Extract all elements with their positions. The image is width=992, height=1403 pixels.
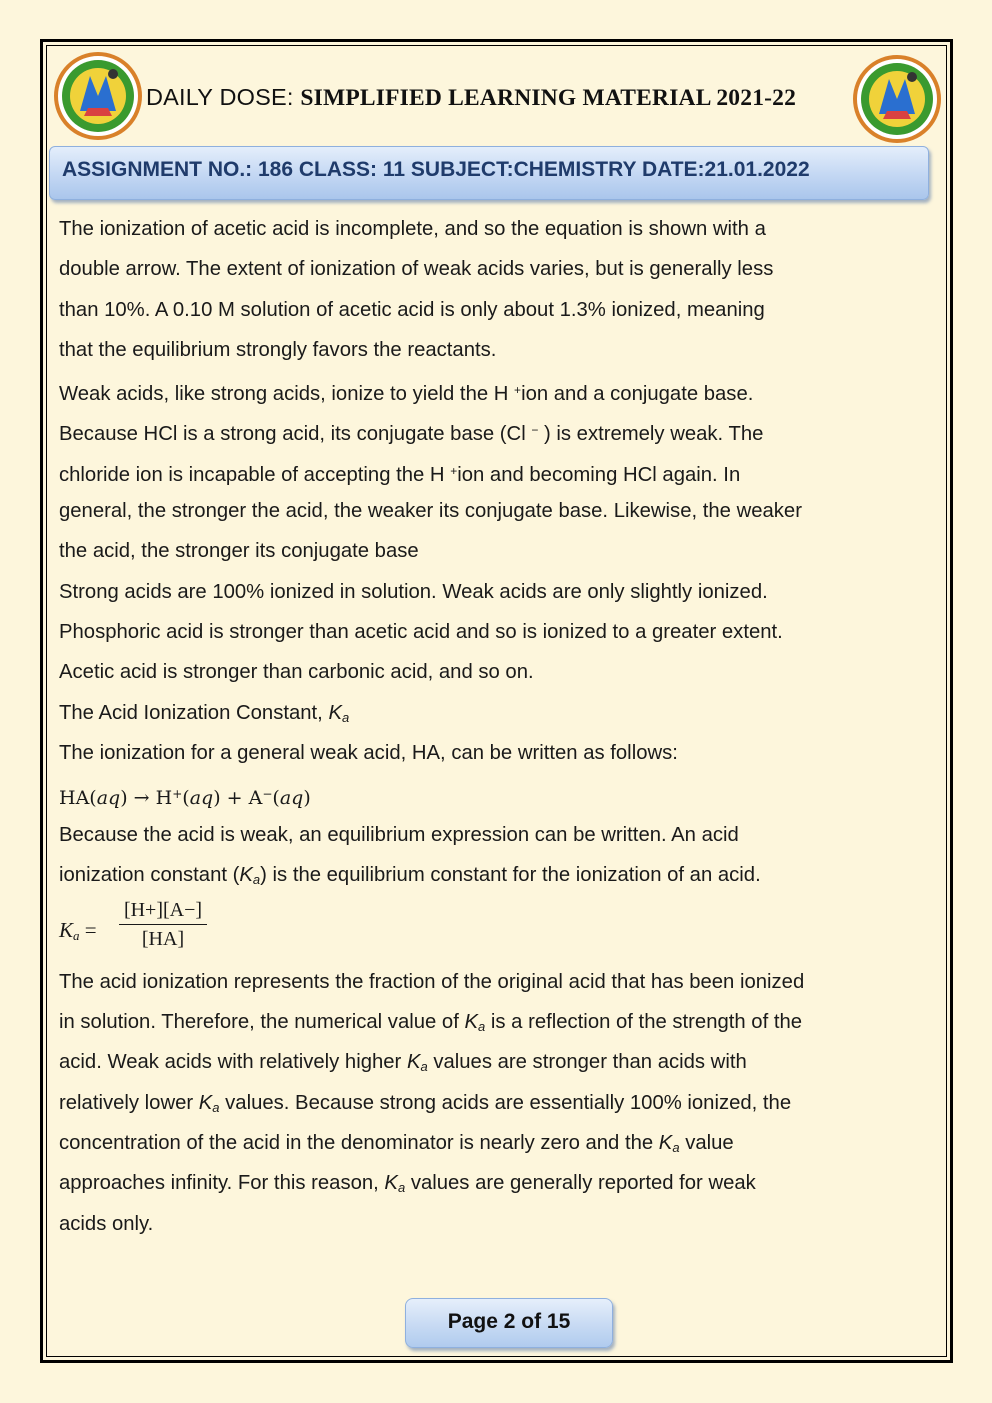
ka-symbol: K (198, 1091, 213, 1114)
ka-symbol: K (328, 701, 342, 724)
text-span: Because HCl is a strong acid, its conjugate base (Cl (59, 423, 532, 446)
superscript-plus: + (514, 383, 522, 398)
paragraph-line: Because the acid is weak, an equilibrium expression can be written. An acid (59, 824, 739, 847)
document-body (59, 209, 929, 1244)
section-heading (59, 693, 929, 733)
paragraph-line (59, 855, 929, 895)
eq-aq: aq (96, 787, 121, 810)
mission-logo-icon (54, 52, 142, 140)
text-span: ) is the equilibrium constant for the ionization of an acid. (260, 864, 761, 887)
assignment-banner: ASSIGNMENT NO.: 186 CLASS: 11 SUBJECT:CHEMISTRY DATE:21.01.2022 (49, 146, 929, 200)
superscript-minus: − (262, 787, 273, 802)
paragraph-line: the acid, the stronger its conjugate base (59, 540, 419, 563)
ionization-equation (59, 773, 929, 815)
eq-arrow: → H (127, 787, 173, 810)
ka-symbol: K (658, 1131, 673, 1154)
superscript-plus: + (450, 463, 458, 478)
paragraph-line: general, the stronger the acid, the weaker its conjugate base. Likewise, the weaker (59, 500, 802, 523)
eq-part: HA( (59, 787, 97, 810)
text-span: values are stronger than acids with (427, 1051, 747, 1074)
equals-sign: = (79, 917, 97, 942)
paragraph-line: than 10%. A 0.10 M solution of acetic acid is only about 1.3% ionized, meaning (59, 298, 765, 321)
text-span: Weak acids, like strong acids, ionize to yield the H (59, 383, 515, 406)
text-span: is a reflection of the strength of the (485, 1011, 803, 1034)
paragraph-line: The ionization of acetic acid is incomplete, and so the equation is shown with a (59, 218, 766, 240)
mission-logo-right-graphic (857, 59, 937, 139)
paragraph-line (59, 410, 929, 450)
ka-subscript: a (252, 872, 261, 888)
text-span: The Acid Ionization Constant, (59, 701, 329, 724)
superscript-plus: + (172, 787, 183, 802)
eq-part: ) (303, 787, 311, 810)
paragraph-line: double arrow. The extent of ionization of weak acids varies, but is generally less (59, 258, 774, 281)
paragraph-line: The ionization for a general weak acid, HA, can be written as follows: (59, 741, 678, 764)
mission-logo-left-graphic (58, 56, 138, 136)
mission-logo-icon (853, 55, 941, 143)
ka-expression (59, 896, 929, 962)
text-span: values. Because strong acids are essentially 100% ionized, the (219, 1091, 792, 1114)
ka-symbol: K (464, 1011, 479, 1034)
fraction-denominator: [HA] (141, 928, 185, 951)
text-span: acid. Weak acids with relatively higher (59, 1051, 407, 1074)
ka-symbol: K (239, 864, 253, 887)
paragraph-line: that the equilibrium strongly favors the reactants. (59, 338, 497, 361)
ka-fraction (119, 896, 207, 954)
paragraph-line: Strong acids are 100% ionized in solution. Weak acids are only slightly ionized. (59, 580, 768, 603)
page-number-badge: Page 2 of 15 (405, 1298, 613, 1348)
text-span: ion and becoming HCl again. In (457, 463, 741, 486)
paragraph-line (59, 1083, 929, 1123)
ka-symbol: K (384, 1172, 398, 1195)
paragraph-line: The acid ionization represents the fraction of the original acid that has been ionized (59, 970, 805, 993)
text-span: approaches infinity. For this reason, (59, 1172, 385, 1195)
paragraph-line: acids only. (59, 1212, 154, 1235)
paragraph-line (59, 1002, 929, 1042)
text-span: relatively lower (59, 1091, 199, 1114)
ka-subscript: a (478, 1019, 486, 1035)
superscript-minus: − (531, 423, 539, 438)
ka-lhs (59, 918, 97, 944)
text-span: in solution. Therefore, the numerical value of (59, 1011, 465, 1034)
paragraph-line (59, 1163, 929, 1203)
ka-subscript: a (397, 1180, 406, 1196)
eq-aq: aq (189, 787, 214, 810)
fraction-numerator: [H+][A−] (123, 898, 203, 921)
page-title (146, 80, 796, 114)
text-span: concentration of the acid in the denominator is nearly zero and the (59, 1131, 659, 1154)
text-span: value (679, 1131, 734, 1154)
paragraph-line (59, 370, 929, 410)
ka-subscript: a (672, 1139, 680, 1155)
ka-symbol: K (59, 917, 74, 942)
eq-part: ( (182, 787, 190, 810)
text-span: ) is extremely weak. The (538, 423, 764, 446)
paragraph-line (59, 1123, 929, 1163)
eq-part: ) + A (213, 787, 263, 810)
eq-aq: aq (279, 787, 304, 810)
text-span: chloride ion is incapable of accepting the H (59, 463, 451, 486)
title-rest: SIMPLIFIED LEARNING MATERIAL 2021-22 (300, 85, 797, 111)
paragraph-line: Acetic acid is stronger than carbonic acid, and so on. (59, 661, 534, 684)
text-span: ion and a conjugate base. (521, 383, 754, 406)
eq-part: ( (272, 787, 280, 810)
title-lead: DAILY DOSE: (146, 84, 301, 110)
paragraph-line (59, 1042, 929, 1082)
ka-subscript: a (212, 1099, 220, 1115)
eq-part: ) (120, 787, 128, 810)
text-span: values are generally reported for weak (405, 1172, 756, 1195)
ka-subscript: a (341, 709, 350, 725)
paragraph-line: Phosphoric acid is stronger than acetic acid and so is ionized to a greater extent. (59, 620, 783, 643)
paragraph-line (59, 451, 929, 491)
ka-subscript: a (420, 1059, 428, 1075)
ka-symbol: K (406, 1051, 421, 1074)
ka-subscript: a (73, 927, 80, 943)
text-span: ionization constant ( (59, 864, 240, 887)
